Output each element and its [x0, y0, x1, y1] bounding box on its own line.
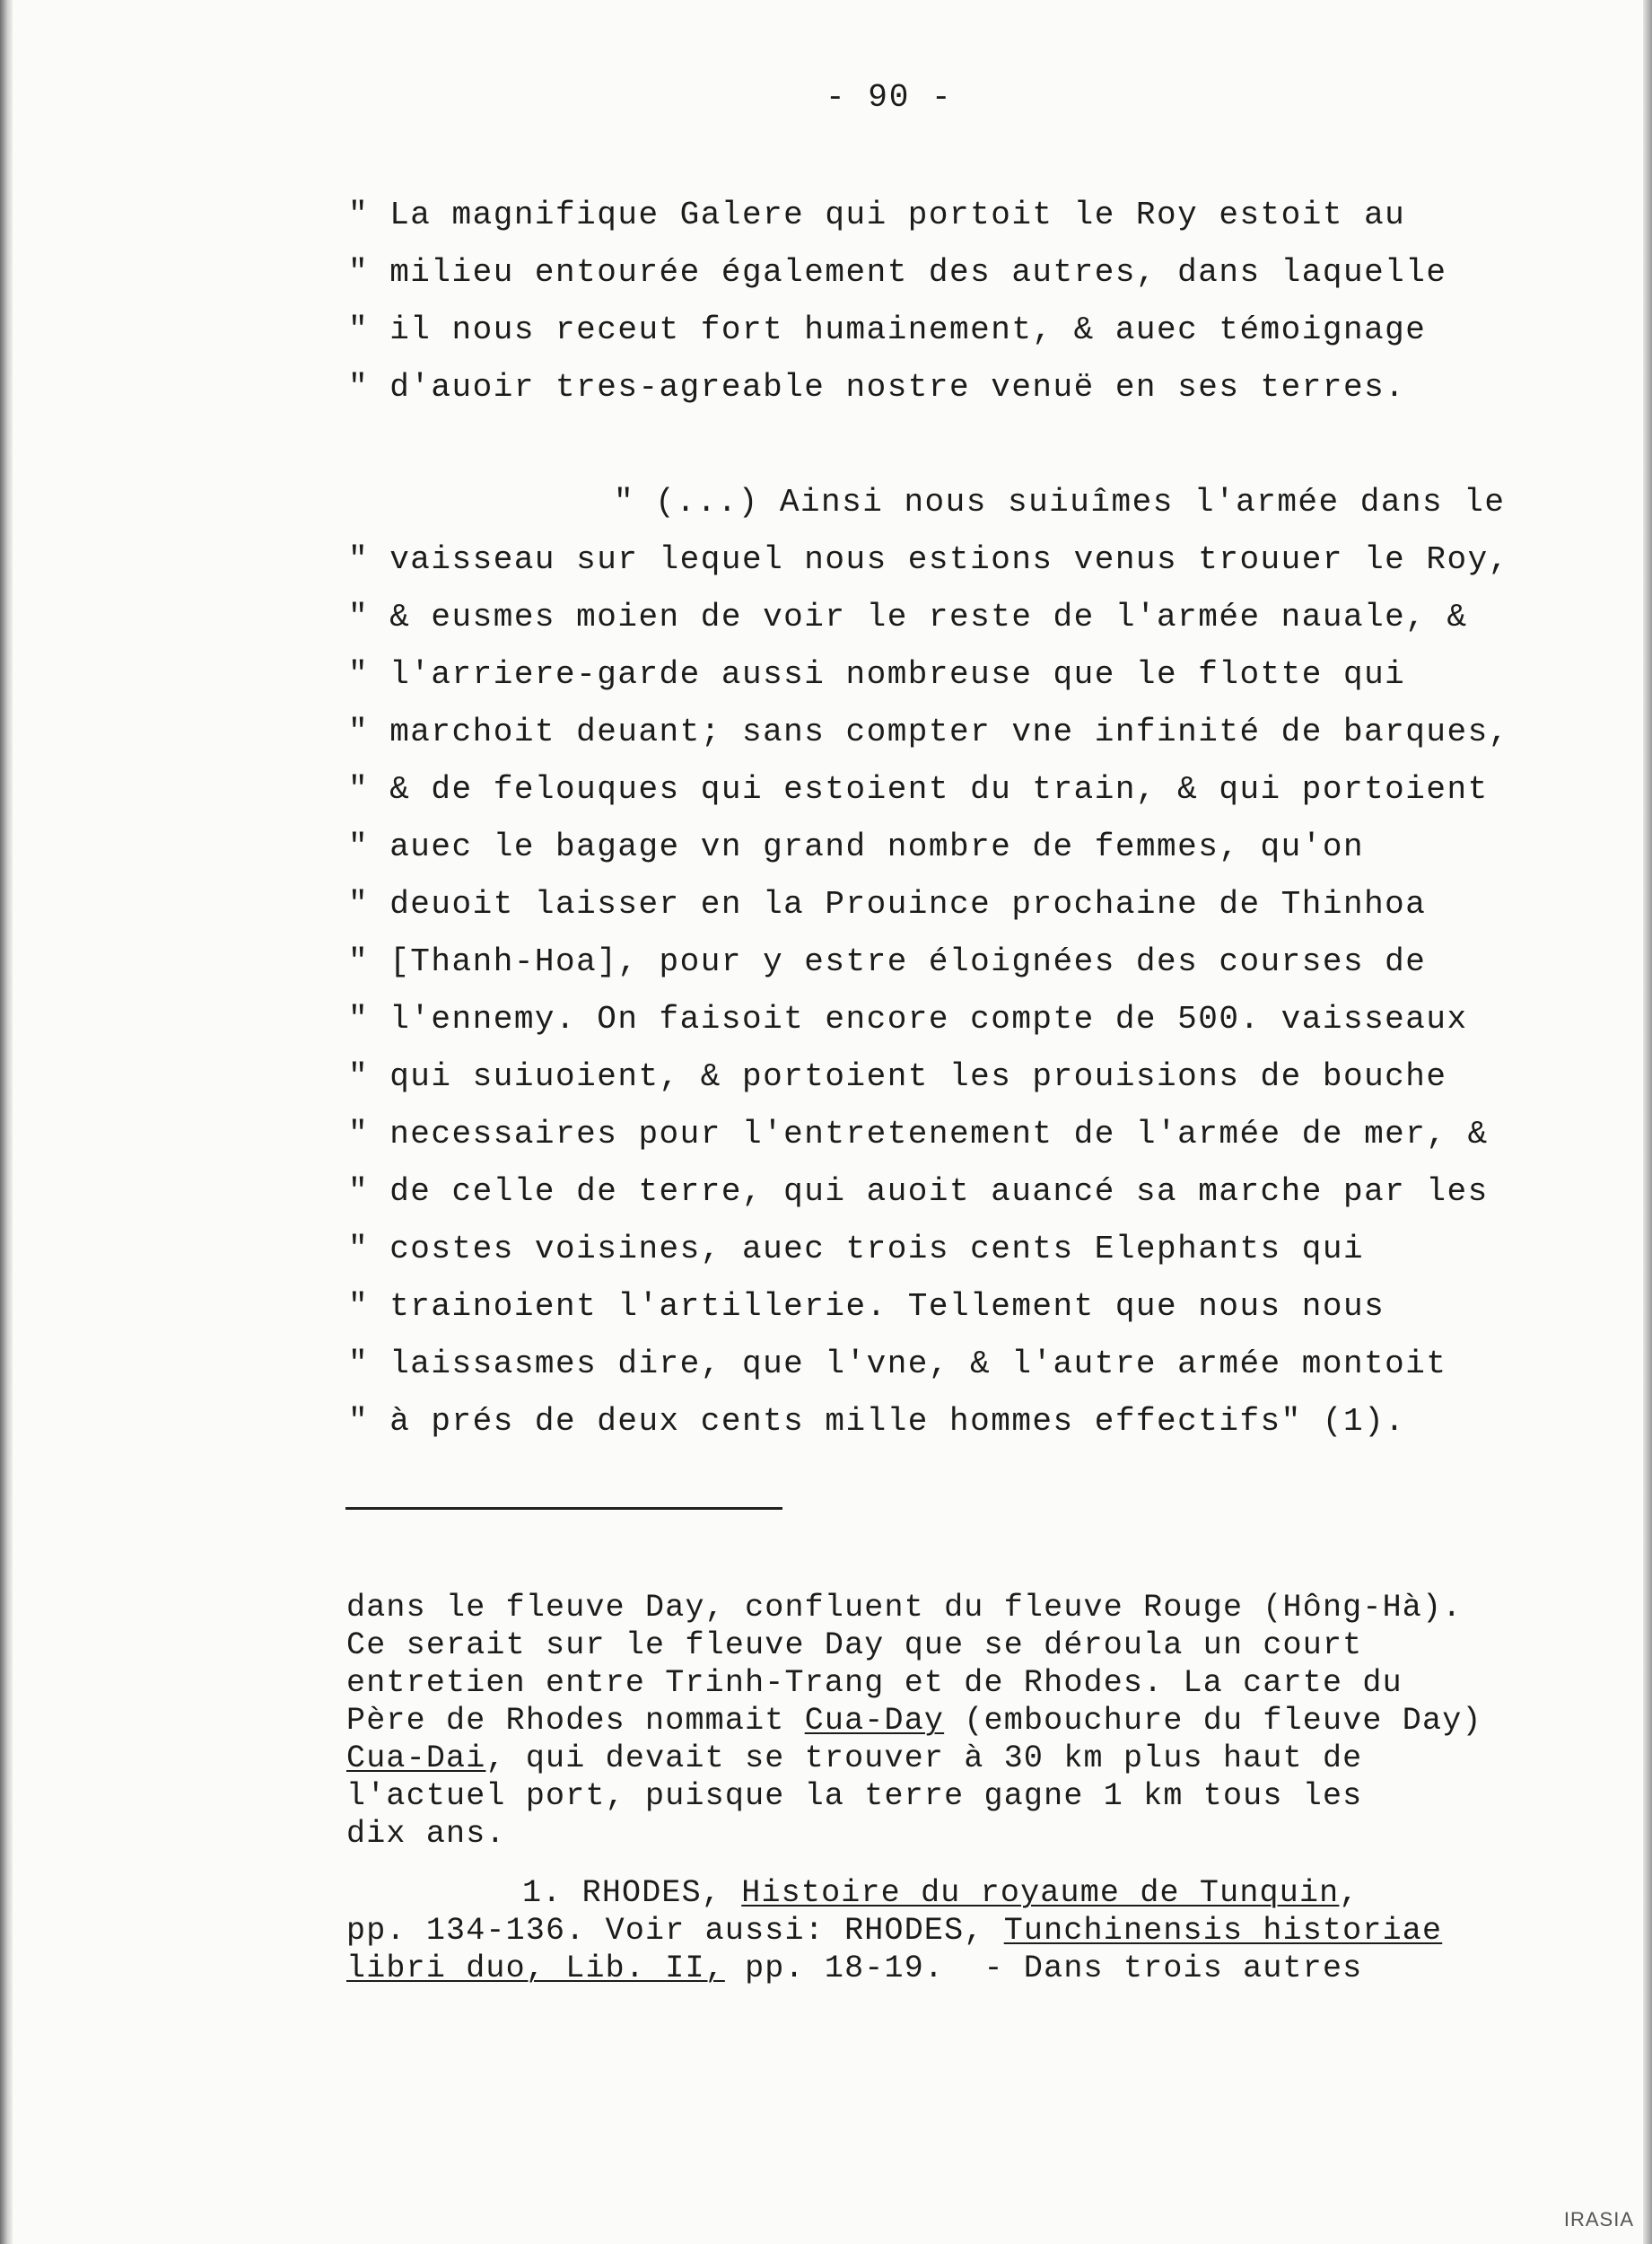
footnote-text: pp. 134-136. Voir aussi: RHODES, [346, 1913, 1004, 1949]
page-number: - 90 - [826, 79, 953, 116]
footnote-1-line [346, 1915, 1442, 1947]
book-title: Tunchinensis historiae [1003, 1913, 1443, 1949]
footnote-line: Ce serait sur le fleuve Day que se déroula un court [346, 1627, 1363, 1663]
quote-line: " trainoient l'artillerie. Tellement que nous nous [348, 1288, 1385, 1325]
book-title: Histoire du royaume de Tunquin [741, 1875, 1340, 1911]
quote-line: " vaisseau sur lequel nous estions venus trouuer le Roy, [348, 541, 1509, 578]
footnote-line [346, 1705, 1482, 1737]
page-binding-edge [0, 0, 13, 2244]
quote-line: " de celle de terre, qui auoit auancé sa marche par les [348, 1173, 1489, 1210]
quote-line: " l'ennemy. On faisoit encore compte de 500. vaisseaux [348, 1001, 1468, 1038]
footnote-text: Père de Rhodes nommait [346, 1703, 805, 1739]
quote-line: " La magnifique Galere qui portoit le Roy estoit au [348, 197, 1406, 233]
place-name-cua-dai: Cua-Dai [346, 1740, 486, 1776]
footnote-text: , qui devait se trouver à 30 km plus haut de [485, 1740, 1363, 1776]
quote-line: " deuoit laisser en la Prouince prochaine de Thinhoa [348, 886, 1427, 923]
watermark: IRASIA [1563, 2208, 1634, 2231]
footnote-text: (embouchure du fleuve Day) [944, 1703, 1482, 1739]
quote-line: " l'arriere-garde aussi nombreuse que le flotte qui [348, 656, 1406, 693]
quote-line: " necessaires pour l'entretenement de l'armée de mer, & [348, 1116, 1489, 1153]
quote-line: " marchoit deuant; sans compter vne infinité de barques, [348, 714, 1509, 750]
quote-line: " costes voisines, auec trois cents Elephants qui [348, 1231, 1365, 1267]
footnote-line: entretien entre Trinh-Trang et de Rhodes. La carte du [346, 1665, 1403, 1701]
footnote-1-line [346, 1950, 1363, 1986]
quote-line: " & eusmes moien de voir le reste de l'armée nauale, & [348, 599, 1468, 636]
quote-line: " à prés de deux cents mille hommes effectifs" (1). [348, 1403, 1406, 1440]
book-title: libri duo, Lib. II, [346, 1950, 725, 1986]
quote-line: " & de felouques qui estoient du train, & qui portoient [348, 771, 1489, 808]
footnote-line [346, 1740, 1363, 1776]
place-name-cua-day: Cua-Day [804, 1703, 945, 1739]
footnote-text: , [1339, 1875, 1359, 1911]
footnote-text: pp. 18-19. - Dans trois autres [724, 1950, 1363, 1986]
quote-line: " milieu entourée également des autres, dans laquelle [348, 254, 1447, 291]
quote-line: " qui suiuoient, & portoient les prouisions de bouche [348, 1058, 1447, 1095]
quote-line: " auec le bagage vn grand nombre de femmes, qu'on [348, 828, 1365, 865]
footnote-line: dans le fleuve Day, confluent du fleuve Rouge (Hông-Hà). [346, 1590, 1463, 1626]
footnote-line: dix ans. [346, 1816, 506, 1852]
quote-line: " d'auoir tres-agreable nostre venuë en ses terres. [348, 369, 1406, 406]
quote-line: " il nous receut fort humainement, & auec témoignage [348, 311, 1427, 348]
quote-line: " laissasmes dire, que l'vne, & l'autre armée montoit [348, 1346, 1447, 1382]
page-right-edge [1643, 0, 1652, 2244]
quote-line: " [Thanh-Hoa], pour y estre éloignées des courses de [348, 943, 1427, 980]
footnote-text: 1. RHODES, [522, 1875, 742, 1911]
footnote-1-line [522, 1875, 1359, 1911]
quote-line: " (...) Ainsi nous suiuîmes l'armée dans le [614, 484, 1506, 521]
footnote-line: l'actuel port, puisque la terre gagne 1 km tous les [346, 1778, 1363, 1814]
footnote-separator [345, 1507, 782, 1510]
